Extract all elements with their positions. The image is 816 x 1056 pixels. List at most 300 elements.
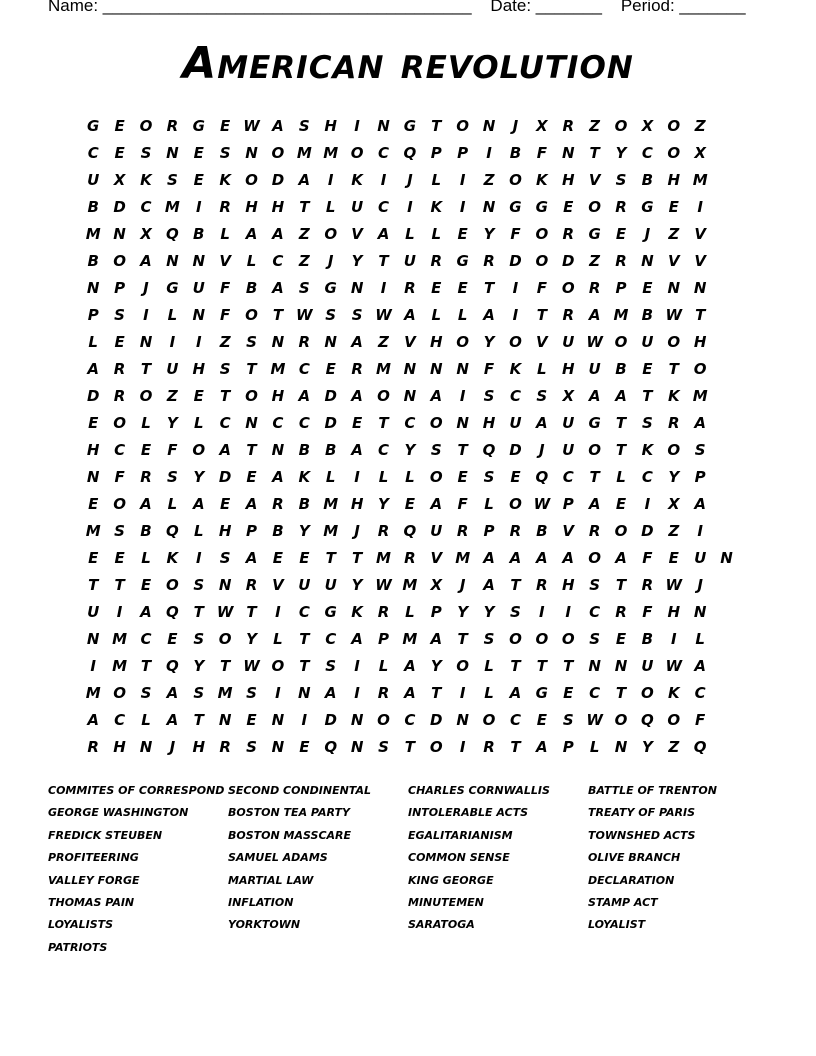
grid-row (80, 166, 740, 193)
grid-cell: H (561, 170, 575, 189)
grid-cell: S (166, 467, 178, 486)
grid-cell: I (486, 143, 492, 162)
grid-cell: B (193, 224, 205, 243)
grid-cell: L (88, 332, 98, 351)
word-list-item: COMMITES OF CORRESPOND (48, 784, 225, 797)
grid-cell: M (455, 548, 471, 567)
grid-cell: R (87, 737, 99, 756)
grid-cell: A (272, 224, 284, 243)
grid-cell: C (377, 197, 389, 216)
grid-cell: R (113, 359, 126, 378)
grid-cell: C (641, 467, 653, 486)
grid-cell: H (324, 116, 337, 135)
grid-cell: J (143, 278, 149, 297)
word-list-item: STAMP ACT (588, 895, 658, 909)
grid-cell: N (218, 575, 232, 594)
grid-cell: N (456, 359, 469, 378)
grid-cell: R (298, 332, 311, 351)
grid-cell: O (113, 413, 126, 432)
grid-cell: M (270, 359, 286, 378)
grid-cell: S (483, 467, 495, 486)
grid-cell: T (404, 737, 415, 756)
grid-cell: R (140, 467, 152, 486)
grid-cell: O (482, 710, 496, 729)
grid-cell: L (193, 521, 204, 540)
grid-cell: S (589, 629, 601, 648)
grid-row (80, 517, 740, 544)
grid-cell: Z (298, 224, 310, 243)
grid-cell: O (245, 386, 258, 405)
grid-cell: O (139, 386, 153, 405)
grid-cell: T (246, 440, 257, 459)
grid-cell: D (562, 251, 575, 270)
grid-cell: S (193, 575, 205, 594)
grid-cell: E (615, 494, 627, 513)
grid-cell: M (217, 683, 233, 702)
grid-cell: L (325, 197, 336, 216)
grid-cell: R (562, 305, 574, 324)
grid-cell: L (405, 224, 415, 243)
grid-row (80, 328, 740, 355)
grid-cell: K (219, 170, 231, 189)
grid-cell: E (536, 710, 547, 729)
grid-cell: X (536, 116, 548, 135)
grid-cell: F (510, 224, 521, 243)
grid-cell: E (88, 413, 99, 432)
grid-cell: C (87, 143, 99, 162)
word-list-item: KING GEORGE (408, 873, 494, 887)
grid-cell: S (694, 440, 706, 459)
grid-cell: T (510, 575, 521, 594)
grid-cell: T (668, 359, 679, 378)
grid-cell: W (296, 305, 313, 324)
grid-cell: S (641, 413, 653, 432)
grid-cell: E (114, 143, 125, 162)
grid-cell: D (509, 440, 522, 459)
grid-cell: V (404, 332, 416, 351)
grid-cell: N (403, 359, 417, 378)
grid-cell: E (615, 629, 627, 648)
grid-cell: Y (615, 143, 627, 162)
grid-cell: O (667, 710, 681, 729)
grid-cell: O (377, 710, 390, 729)
word-list-item: SAMUEL ADAMS (228, 851, 328, 865)
grid-cell: O (588, 548, 601, 567)
grid-cell: Y (351, 575, 363, 594)
grid-cell: T (378, 413, 389, 432)
grid-row (80, 274, 740, 301)
grid-cell: M (402, 575, 418, 594)
grid-row (80, 247, 740, 274)
grid-cell: K (536, 170, 548, 189)
grid-cell: S (114, 521, 125, 540)
word-list-item: MINUTEMEN (408, 895, 484, 909)
grid-cell: N (693, 602, 707, 621)
grid-cell: P (694, 467, 706, 486)
word-list-item: THOMAS PAIN (48, 895, 135, 909)
grid-cell: N (614, 656, 628, 675)
grid-cell: Z (589, 116, 601, 135)
grid-cell: P (483, 521, 495, 540)
grid-cell: O (429, 737, 443, 756)
grid-cell: Q (324, 737, 338, 756)
grid-cell: A (351, 386, 363, 405)
grid-cell: O (535, 629, 549, 648)
grid-cell: T (536, 656, 547, 675)
grid-cell: A (140, 494, 152, 513)
grid-cell: E (114, 548, 125, 567)
grid-cell: M (323, 143, 339, 162)
grid-cell: A (509, 683, 522, 702)
grid-cell: V (272, 575, 284, 594)
grid-cell: H (271, 197, 285, 216)
grid-cell: E (272, 548, 284, 567)
grid-cell: M (613, 305, 629, 324)
grid-cell: O (192, 440, 206, 459)
grid-cell: B (536, 521, 548, 540)
grid-cell: D (86, 386, 100, 405)
grid-cell: A (694, 494, 706, 513)
grid-cell: A (140, 251, 152, 270)
grid-cell: I (327, 170, 334, 189)
grid-cell: Y (483, 224, 495, 243)
grid-cell: I (354, 683, 360, 702)
grid-cell: O (667, 116, 681, 135)
grid-cell: R (219, 197, 231, 216)
grid-cell: L (405, 467, 415, 486)
grid-cell: Y (378, 494, 389, 513)
grid-cell: J (354, 521, 360, 540)
grid-cell: O (377, 386, 390, 405)
grid-cell: C (140, 197, 152, 216)
grid-cell: O (509, 494, 522, 513)
grid-cell: W (375, 575, 392, 594)
grid-cell: L (457, 305, 468, 324)
grid-cell: H (192, 359, 206, 378)
word-list-item: VALLEY FORGE (48, 873, 140, 887)
grid-cell: I (407, 197, 413, 216)
grid-cell: U (87, 602, 100, 621)
grid-cell: D (271, 170, 285, 189)
grid-cell: O (693, 359, 707, 378)
grid-cell: S (140, 683, 152, 702)
word-list-item: DECLARATION (588, 873, 675, 887)
grid-cell: Q (165, 602, 179, 621)
grid-cell: Q (165, 224, 179, 243)
grid-cell: H (482, 413, 496, 432)
grid-cell: I (512, 305, 519, 324)
grid-cell: E (246, 710, 257, 729)
grid-cell: C (404, 413, 416, 432)
grid-cell: M (692, 170, 708, 189)
grid-cell: S (193, 629, 205, 648)
grid-cell: F (114, 467, 125, 486)
grid-cell: Q (482, 440, 496, 459)
student-info-line: Name: _______________________________________ Date: _______ Period: _______ (48, 0, 746, 15)
grid-cell: X (641, 116, 654, 135)
grid-cell: N (298, 683, 311, 702)
grid-cell: N (456, 710, 469, 729)
grid-cell: J (539, 440, 545, 459)
grid-cell: I (301, 710, 308, 729)
grid-row (80, 625, 740, 652)
grid-cell: V (588, 170, 601, 189)
grid-cell: F (167, 440, 178, 459)
grid-cell: S (510, 602, 521, 621)
word-list-item: SECOND CONDINENTAL (228, 784, 371, 797)
grid-cell: C (694, 683, 706, 702)
word-list-item: TOWNSHED ACTS (588, 828, 696, 842)
grid-cell: D (218, 467, 232, 486)
letter-grid (80, 112, 740, 760)
grid-cell: D (641, 521, 654, 540)
grid-cell: A (351, 332, 363, 351)
grid-cell: N (271, 737, 285, 756)
grid-cell: O (245, 305, 258, 324)
grid-cell: C (298, 602, 310, 621)
grid-cell: E (167, 629, 178, 648)
grid-cell: S (430, 440, 442, 459)
grid-cell: C (219, 413, 231, 432)
grid-cell: S (246, 683, 257, 702)
grid-cell: A (166, 710, 179, 729)
grid-cell: K (298, 467, 311, 486)
grid-cell: E (220, 116, 231, 135)
grid-cell: T (88, 575, 99, 594)
grid-cell: Z (166, 386, 178, 405)
grid-cell: C (509, 386, 521, 405)
grid-row (80, 193, 740, 220)
grid-cell: K (351, 602, 363, 621)
grid-cell: V (694, 251, 706, 270)
grid-cell: K (430, 197, 443, 216)
grid-cell: N (614, 737, 628, 756)
grid-cell: C (589, 602, 601, 621)
grid-cell: A (192, 494, 205, 513)
grid-cell: L (431, 224, 442, 243)
grid-cell: N (113, 224, 126, 243)
grid-cell: A (404, 656, 416, 675)
grid-cell: R (641, 575, 654, 594)
grid-cell: U (298, 575, 311, 594)
grid-cell: K (667, 386, 680, 405)
word-list-item: LOYALISTS (48, 918, 114, 932)
grid-cell: G (641, 197, 654, 216)
grid-cell: A (588, 386, 601, 405)
word-list-item: EGALITARIANISM (408, 828, 513, 842)
grid-cell: C (562, 467, 574, 486)
grid-cell: O (113, 683, 126, 702)
grid-cell: T (114, 575, 125, 594)
grid-cell: S (246, 737, 257, 756)
grid-cell: E (140, 440, 152, 459)
grid-cell: M (692, 386, 708, 405)
grid-cell: L (167, 305, 178, 324)
grid-cell: G (456, 251, 469, 270)
grid-cell: N (139, 737, 153, 756)
grid-cell: T (299, 629, 310, 648)
grid-cell: Y (193, 467, 205, 486)
grid-cell: L (484, 494, 494, 513)
grid-cell: C (140, 629, 152, 648)
grid-cell: R (588, 278, 601, 297)
grid-cell: T (457, 629, 468, 648)
grid-cell: E (404, 494, 415, 513)
grid-cell: A (351, 440, 363, 459)
word-list (48, 780, 788, 959)
grid-cell: K (667, 683, 680, 702)
grid-cell: Y (351, 251, 363, 270)
grid-cell: N (350, 278, 364, 297)
grid-cell: M (376, 359, 391, 378)
grid-cell: U (166, 359, 179, 378)
grid-cell: S (589, 575, 601, 594)
grid-cell: S (351, 305, 363, 324)
grid-cell: L (405, 602, 415, 621)
grid-cell: Y (298, 521, 310, 540)
grid-cell: R (272, 494, 284, 513)
grid-cell: N (245, 143, 258, 162)
grid-cell: R (219, 737, 231, 756)
grid-cell: C (641, 143, 653, 162)
grid-cell: W (216, 602, 234, 621)
grid-cell: J (327, 251, 334, 270)
grid-cell: G (509, 197, 522, 216)
word-list-item: CHARLES CORNWALLIS (408, 784, 550, 797)
grid-cell: S (219, 143, 231, 162)
grid-row (80, 301, 740, 328)
grid-cell: Z (378, 332, 389, 351)
grid-cell: E (220, 494, 231, 513)
grid-cell: D (113, 197, 126, 216)
grid-cell: X (113, 170, 126, 189)
grid-cell: T (140, 656, 152, 675)
grid-row (80, 463, 740, 490)
grid-cell: T (431, 116, 442, 135)
grid-row (80, 598, 740, 625)
grid-cell: O (271, 656, 285, 675)
grid-cell: R (536, 575, 548, 594)
grid-cell: G (87, 116, 100, 135)
word-list-item: PROFITEERING (48, 851, 139, 865)
grid-cell: I (697, 197, 703, 216)
grid-cell: R (615, 602, 627, 621)
grid-cell: V (536, 332, 548, 351)
grid-cell: J (697, 575, 703, 594)
grid-cell: T (351, 548, 363, 567)
word-list-item (588, 937, 768, 959)
grid-cell: E (114, 332, 125, 351)
grid-cell: U (588, 359, 601, 378)
grid-cell: T (220, 386, 231, 405)
grid-cell: O (429, 413, 443, 432)
grid-cell: H (218, 521, 232, 540)
grid-cell: O (456, 332, 470, 351)
grid-cell: O (350, 143, 364, 162)
grid-cell: F (220, 278, 231, 297)
grid-cell: M (323, 494, 339, 513)
grid-cell: E (563, 683, 574, 702)
grid-cell: R (562, 224, 574, 243)
grid-cell: N (377, 116, 390, 135)
grid-cell: L (141, 413, 151, 432)
grid-cell: O (245, 170, 258, 189)
grid-cell: I (275, 602, 281, 621)
grid-cell: B (87, 197, 99, 216)
grid-cell: I (354, 656, 360, 675)
grid-cell: U (324, 575, 337, 594)
grid-cell: I (143, 305, 149, 324)
grid-cell: W (533, 494, 551, 513)
grid-cell: Y (193, 656, 205, 675)
grid-cell: N (693, 278, 707, 297)
grid-row (80, 220, 740, 247)
grid-cell: N (482, 197, 496, 216)
word-list-item: COMMON SENSE (408, 851, 510, 865)
grid-cell: B (298, 494, 311, 513)
grid-cell: S (193, 683, 205, 702)
grid-cell: M (85, 683, 101, 702)
grid-cell: T (299, 656, 310, 675)
grid-cell: U (87, 170, 100, 189)
grid-cell: E (431, 278, 442, 297)
grid-cell: C (298, 359, 310, 378)
grid-cell: L (273, 629, 283, 648)
grid-cell: A (404, 683, 416, 702)
grid-cell: F (220, 305, 231, 324)
grid-cell: R (456, 521, 469, 540)
grid-cell: E (88, 548, 99, 567)
grid-cell: O (165, 575, 179, 594)
grid-cell: Z (668, 737, 680, 756)
grid-cell: F (483, 359, 495, 378)
grid-cell: N (324, 332, 337, 351)
grid-row (80, 652, 740, 679)
grid-cell: I (275, 683, 281, 702)
grid-cell: G (166, 278, 179, 297)
grid-cell: R (377, 602, 390, 621)
grid-cell: S (219, 359, 231, 378)
grid-cell: H (561, 575, 575, 594)
grid-cell: A (245, 494, 258, 513)
grid-cell: H (667, 602, 681, 621)
grid-cell: U (641, 332, 654, 351)
grid-cell: Y (430, 656, 442, 675)
grid-cell: S (298, 116, 310, 135)
grid-cell: N (561, 143, 575, 162)
grid-cell: N (429, 359, 443, 378)
grid-cell: Y (483, 602, 495, 621)
grid-cell: N (271, 332, 285, 351)
grid-cell: C (509, 710, 521, 729)
grid-cell: H (245, 197, 258, 216)
grid-cell: T (615, 575, 627, 594)
grid-cell: I (380, 278, 387, 297)
grid-cell: U (430, 521, 443, 540)
grid-cell: L (246, 251, 257, 270)
grid-cell: A (245, 548, 258, 567)
grid-cell: R (245, 575, 258, 594)
grid-cell: L (589, 737, 600, 756)
grid-cell: L (378, 656, 389, 675)
grid-cell: N (86, 629, 100, 648)
grid-cell: D (430, 710, 443, 729)
grid-cell: T (378, 251, 389, 270)
grid-cell: N (166, 143, 179, 162)
grid-cell: B (324, 440, 337, 459)
grid-cell: T (536, 305, 547, 324)
grid-cell: X (430, 575, 443, 594)
